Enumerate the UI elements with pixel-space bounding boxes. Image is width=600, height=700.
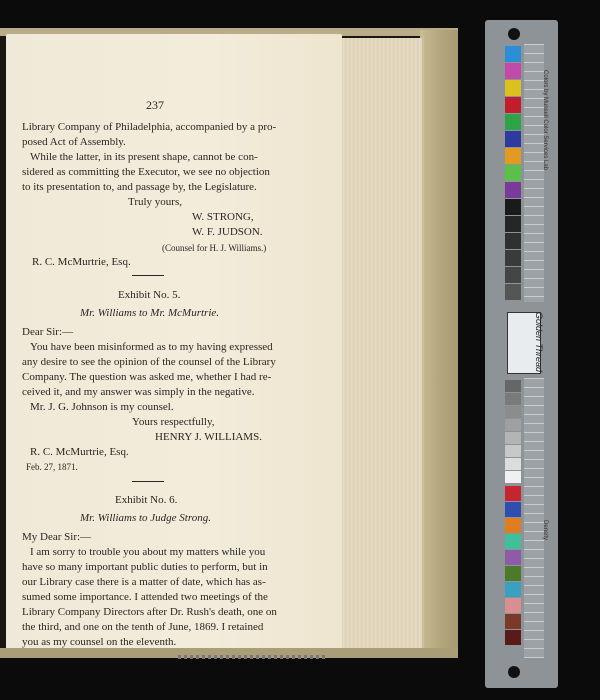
text-line: to its presentation to, and passage by, the Legislature. [22,181,257,193]
color-patch [505,284,521,300]
signature: W. F. JUDSON. [192,226,263,238]
binding-stitching [178,655,328,659]
text-line: Library Company Directors after Dr. Rush's death, one on [22,606,277,618]
color-patch [505,518,521,533]
text-line: Mr. J. G. Johnson is my counsel. [30,401,174,413]
book-board [420,30,458,656]
color-patch [505,267,521,283]
exhibit-subtitle: Mr. Williams to Mr. McMurtrie. [80,307,220,319]
addressee: R. C. McMurtrie, Esq. [30,446,129,458]
color-patch [505,445,521,457]
target-hole [508,666,520,678]
text-line: sumed some importance. I attended two meetings of the [22,591,268,603]
color-patch [505,380,521,392]
closing: Truly yours, [128,196,182,208]
density-scale [524,44,544,302]
target-hole [508,28,520,40]
page-edges [340,38,424,650]
color-patch [505,630,521,645]
text-line: any desire to see the opinion of the counsel of the Library [22,356,276,368]
text-line: have so many important public duties to perform, but in [22,561,268,573]
salutation: Dear Sir:— [22,326,74,338]
signature: HENRY J. WILLIAMS. [155,431,262,443]
text-line: I am sorry to trouble you about my matters while you [30,546,266,558]
color-patch [505,199,521,215]
color-patch [505,458,521,470]
color-patch [505,46,521,62]
text-line: Company. The question was asked me, whether I had re- [22,371,272,383]
exhibit-subtitle: Mr. Williams to Judge Strong. [80,512,211,524]
addressee: R. C. McMurtrie, Esq. [32,256,131,268]
color-patch [505,566,521,581]
density-label: Density [542,520,548,541]
color-patch [505,486,521,501]
color-patch [505,233,521,249]
color-patch [505,148,521,164]
exhibit-heading: Exhibit No. 5. [118,289,181,301]
color-patch [505,471,521,483]
color-patch [505,131,521,147]
color-patch [505,419,521,431]
target-label: Colors by Munsell Color Services Lab [542,70,548,171]
text-line: you as my counsel on the eleventh. [22,636,177,648]
density-scale [524,378,544,658]
text-line: You have been misinformed as to my having expressed [30,341,273,353]
signature-note: (Counsel for H. J. Williams.) [162,243,267,253]
color-patch [505,114,521,130]
color-patch [505,250,521,266]
closing: Yours respectfully, [132,416,215,428]
color-patch [505,598,521,613]
exhibit-heading: Exhibit No. 6. [115,494,178,506]
divider [132,275,164,276]
color-patch [505,182,521,198]
divider [132,481,164,482]
color-patch [505,432,521,444]
text-line: Library Company of Philadelphia, accompanied by a pro- [22,121,277,133]
color-patch [505,80,521,96]
text-line: While the latter, in its present shape, cannot be con- [30,151,258,163]
text-line: our Library case there is a matter of date, which has as- [22,576,266,588]
color-patch [505,393,521,405]
color-patch [505,406,521,418]
color-patch [505,550,521,565]
text-line: ceived it, and my answer was simply in the negative. [22,386,255,398]
color-patch [505,582,521,597]
color-patch [505,97,521,113]
color-patch [505,165,521,181]
color-patch [505,502,521,517]
color-patch [505,534,521,549]
color-patch [505,63,521,79]
color-patch [505,614,521,629]
text-line: the third, and one on the tenth of June, 1869. I retained [22,621,264,633]
date: Feb. 27, 1871. [26,462,78,472]
salutation: My Dear Sir:— [22,531,92,543]
signature: W. STRONG, [192,211,254,223]
color-patch [505,216,521,232]
page-number: 237 [146,98,164,112]
brand-label: Golden Thread [534,312,544,373]
text-line: sidered as committing the Executor, we see no objection [22,166,270,178]
text-line: posed Act of Assembly. [22,136,126,148]
